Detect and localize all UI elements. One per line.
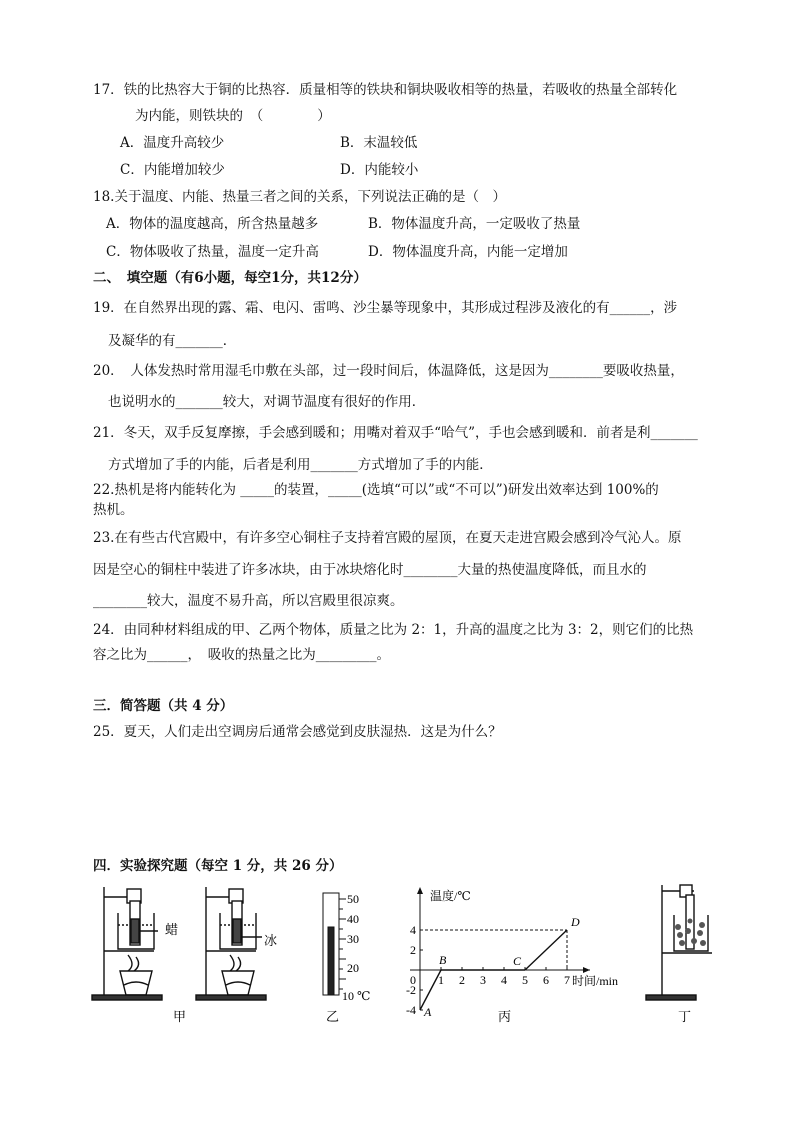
q17-stem-line1: 17．铁的比热容大于铜的比热容．质量相等的铁块和铜块吸收相等的热量，若吸收的热量全部转化	[93, 82, 678, 98]
series-line-segment	[525, 930, 567, 970]
point-label-A: A	[424, 1005, 432, 1019]
q22-line1: 22.热机是将内能转化为 _____的装置，_____(选填“可以”或“不可以”)研发出效率达到 100%的	[93, 482, 659, 498]
q18-option-a: A．物体的温度越高，所含热量越多	[106, 216, 319, 232]
q23-line1: 23.在有些古代宫殿中，有许多空心铜柱子支持着宫殿的屋顶，在夏天走进宫殿会感到冷气沁人。原	[93, 530, 682, 546]
y-tick-label: 2	[410, 943, 416, 957]
q19-line2: 及凝华的有_______．	[108, 333, 237, 349]
thermo-unit: 10 ℃	[342, 989, 371, 1003]
point-label-C: C	[513, 954, 522, 968]
q21-line2: 方式增加了手的内能，后者是利用_______方式增加了手的内能．	[108, 457, 493, 473]
q18-option-c: C．物体吸收了热量，温度一定升高	[106, 244, 319, 260]
thermo-tick-30: 30	[347, 932, 359, 946]
section-2-heading: 二、 填空题（有6小题，每空1分，共12分）	[93, 270, 367, 286]
thermometer-yi	[323, 893, 346, 995]
x-tick-label: 2	[459, 973, 465, 987]
apparatus-jia	[92, 887, 162, 1000]
q24-line1: 24．由同种材料组成的甲、乙两个物体，质量之比为 2：1，升高的温度之比为 3：2，则它们的比热	[93, 622, 694, 638]
q24-line2: 容之比为______， 吸收的热量之比为_________。	[93, 647, 390, 663]
q17-option-b: B．末温较低	[340, 135, 418, 151]
x-tick-label: 5	[522, 973, 528, 987]
apparatus-jia-ice	[196, 887, 266, 1000]
q17-option-c: C．内能增加较少	[120, 162, 225, 178]
q20-line2: 也说明水的_______较大，对调节温度有很好的作用．	[108, 394, 426, 410]
y-axis-arrow	[417, 887, 423, 894]
y-tick-label: -2	[406, 983, 416, 997]
section-4-heading: 四．实验探究题（每空 1 分，共 26 分）	[93, 858, 343, 874]
series-line-segment	[420, 970, 441, 1010]
q19-line1: 19．在自然界出现的露、霜、电闪、雷鸣、沙尘暴等现象中，其形成过程涉及液化的有______，涉	[93, 300, 678, 316]
x-tick-label: 6	[543, 973, 549, 987]
x-tick-label: 4	[501, 973, 507, 987]
q18-option-b: B．物体温度升高，一定吸收了热量	[368, 216, 581, 232]
caption-ding: 丁	[678, 1009, 692, 1024]
label-ice: 冰	[264, 933, 278, 948]
y-tick-label: 4	[410, 923, 416, 937]
experiment-figures	[0, 875, 794, 1075]
q25-question: 25．夏天，人们走出空调房后通常会感觉到皮肤湿热．这是为什么？	[93, 724, 502, 740]
q23-line2: 因是空心的铜柱中装进了许多冰块，由于冰块熔化时________大量的热使温度降低，而且水的	[93, 562, 647, 578]
point-label-B: B	[439, 953, 447, 967]
q20-line1: 20． 人体发热时常用湿毛巾敷在头部，过一段时间后，体温降低，这是因为________要吸收热量，	[93, 363, 684, 379]
y-tick-label: -4	[406, 1003, 416, 1017]
apparatus-ding	[646, 885, 712, 1000]
caption-yi: 乙	[326, 1009, 340, 1024]
q18-option-d: D．物体温度升高，内能一定增加	[368, 244, 568, 260]
point-label-D: D	[571, 915, 580, 929]
x-axis-arrow	[583, 967, 590, 973]
x-tick-label: 3	[480, 973, 486, 987]
q18-stem: 18.关于温度、内能、热量三者之间的关系，下列说法正确的是（ ）	[93, 189, 506, 205]
q22-line2: 热机。	[93, 502, 134, 518]
x-tick-label: 7	[564, 973, 570, 987]
graph-xlabel: 时间/min	[572, 974, 619, 988]
caption-bing: 丙	[498, 1009, 512, 1024]
thermo-tick-40: 40	[347, 912, 359, 926]
x-tick-label: 0	[410, 973, 416, 987]
label-wax: 蜡	[165, 922, 179, 937]
caption-jia: 甲	[173, 1009, 187, 1024]
graph-bing	[406, 887, 590, 1019]
graph-ylabel: 温度/℃	[430, 889, 471, 903]
q17-stem-line2: 为内能，则铁块的 （ ）	[135, 108, 331, 124]
q23-line3: ________较大，温度不易升高，所以宫殿里很凉爽。	[93, 593, 404, 609]
thermo-tick-50: 50	[347, 892, 359, 906]
q17-option-a: A．温度升高较少	[120, 135, 225, 151]
x-tick-label: 1	[438, 973, 444, 987]
section-3-heading: 三．简答题（共 4 分）	[93, 698, 234, 714]
thermo-tick-20: 20	[347, 961, 359, 975]
q17-option-d: D．内能较小	[340, 162, 419, 178]
q21-line1: 21．冬天，双手反复摩擦，手会感到暖和；用嘴对着双手“哈气”，手也会感到暖和．前者是利_______	[93, 425, 698, 441]
